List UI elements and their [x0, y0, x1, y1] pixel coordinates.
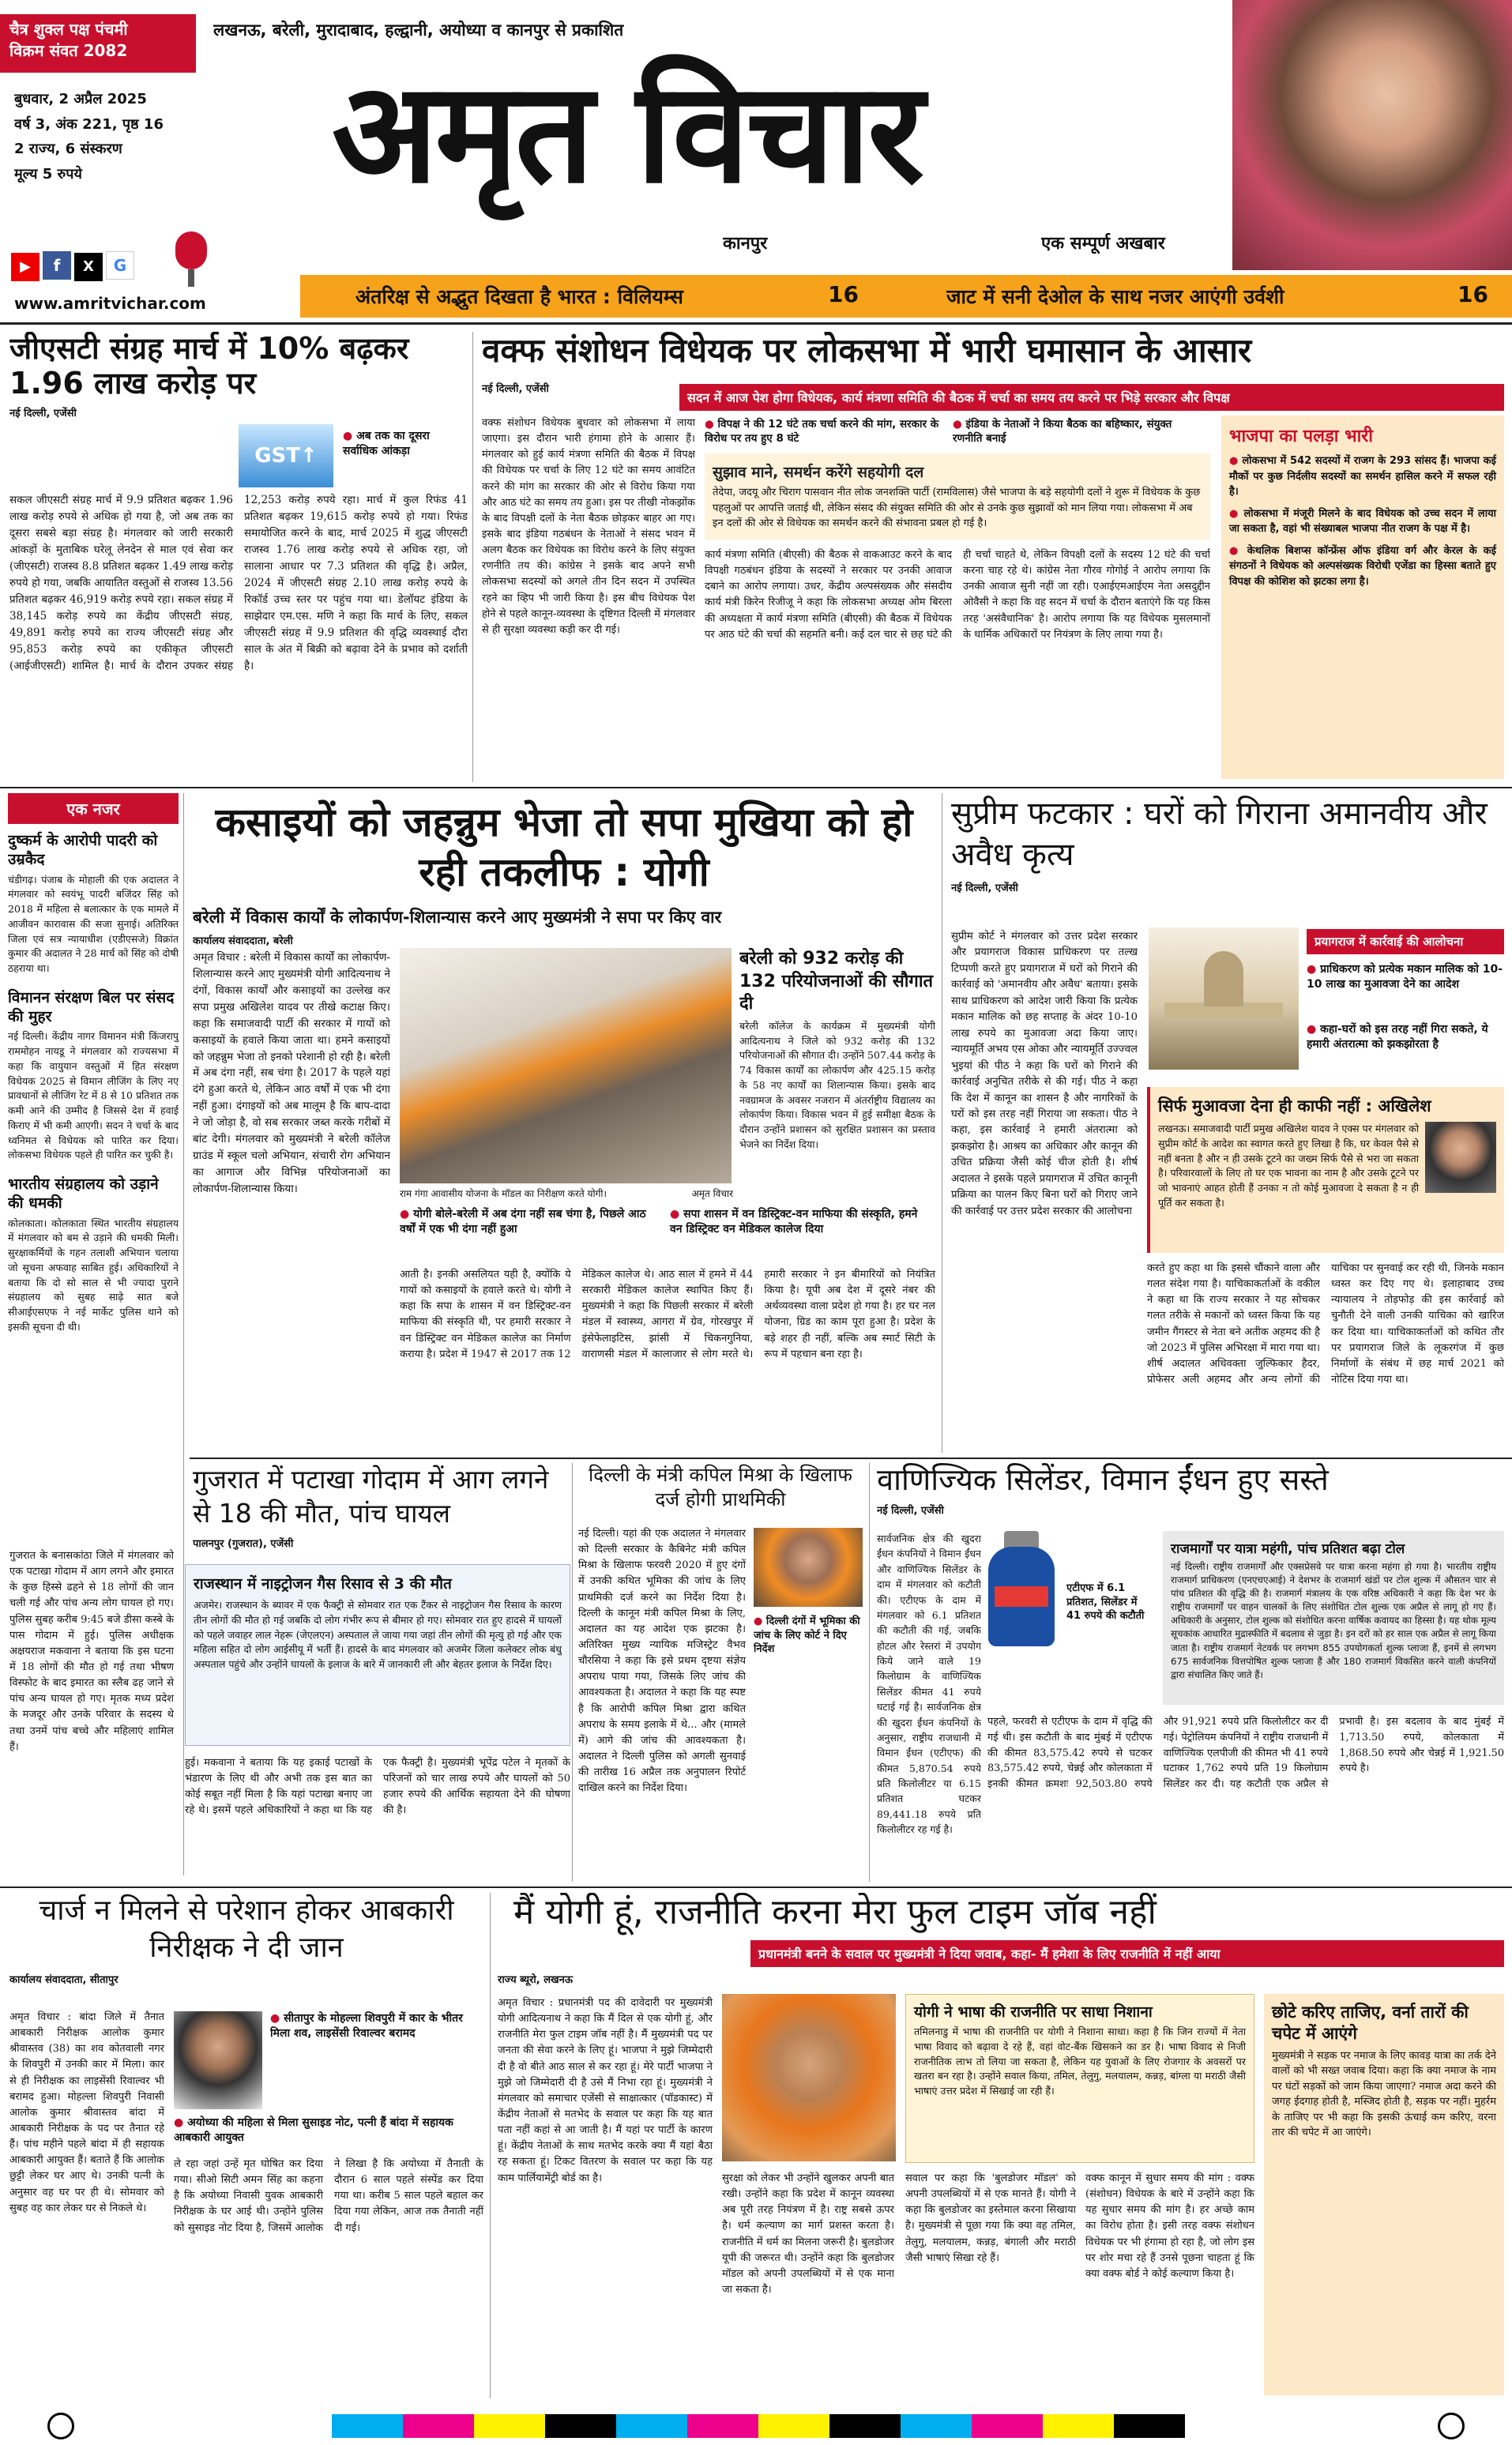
waqf-point-1: ● विपक्ष ने की 12 घंटे तक चर्चा करने की मांग, सरकार के विरोध पर तय हुए 8 घंटे	[705, 417, 942, 446]
sc-red-label: प्रयागराज में कार्रवाई की आलोचना	[1307, 929, 1504, 954]
rajasthan-title: राजस्थान में नाइट्रोजन गैस रिसाव से 3 की मौत	[194, 1575, 452, 1593]
panchang-line2: विक्रम संवत 2082	[9, 41, 128, 60]
editions-info: 2 राज्य, 6 संस्करण	[14, 141, 122, 157]
body-abkari: अमृत विचार : बांदा जिले में तैनात आबकारी निरीक्षक आलोक कुमार श्रीवास्तव (38) का शव कोतवाली नगर के शिवपुरी में उनकी कार में मिला। कार से ही निरीक्षक का लाइसेंसी रिवाल्वर भी बरामद हुआ। मोहल्ला शिवपुरी निवासी आलोक कुमार श्रीवास्तव बांदा में आबकारी निरीक्षक के पद पर तैनात रहे हैं। पांच महीने पहले बांदा में ही सहायक आबकारी आयुक्त हैं। बताते हैं कि आलोक छुट्टी लेकर घर आए थे। उनकी पत्नी के अनुसार वह घर पर ही थे। सोमवार को सुबह वह कार लेकर घर से निकले थे।	[9, 2011, 164, 2214]
body-yogi-col1: अमृत विचार : बरेली में विकास कार्यों का लोकार्पण-शिलान्यास करने आए मुख्यमंत्री योगी आदित्यनाथ ने दंगों, विकास कार्यों और कसाइयों का उल्लेख कर सपा प्रमुख अखिलेश यादव पर तीखे कटाक्ष किए। कहा कि समाजवादी पार्टी की सरकार में गायों को कसाइयों के हवाले किया जाता था। हमने कसाइयों को जहन्नुम भेजा तो इनको परेशानी हो रही है। बरेली में अब दंगा नहीं, सब चंगा है। 2017 के पहले यहां दंगे हुआ करते थे, लेकिन आठ वर्षों में एक भी दंगा नहीं हुआ। दंगाइयों को अब मालूम है कि बाप-दादा ने जो जोड़ा है, वो सब सरकार जब्त करके गरीबों में बांट देगी। मंगलवार को मुख्यमंत्री ने बरेली कॉलेज ग्राउंड में स्कूल चलो अभियान, संचारी रोग अभियान का आगाज और विभिन्न परियोजनाओं का लोकार्पण-शिलान्यास किया।	[193, 951, 390, 1195]
gujarat-points	[185, 1548, 627, 1549]
celebrity-photo	[1232, 0, 1512, 270]
rajasthan-gas-box	[185, 1564, 570, 1746]
stat-title: बरेली को 932 करोड़ की 132 परियोजनाओं की सौगात दी	[739, 949, 934, 1014]
subhead-yogi-interview: प्रधानमंत्री बनने के सवाल पर मुख्यमंत्री ने दिया जवाब, कहा- मैं हमेशा के लिए राजनीति में नहीं आया	[750, 1940, 1504, 1967]
social-icons[interactable]	[11, 251, 161, 283]
sc-callout-1: ● प्राधिकरण को प्रत्येक मकान मालिक को 10-10 लाख का मुआवजा देने का आदेश	[1307, 962, 1504, 992]
akhilesh-photo	[1425, 1122, 1496, 1193]
brief-body: चंडीगढ़। पंजाब के मोहाली की एक अदालत ने मंगलवार को स्वयंभू पादरी बजिंदर सिंह को 2018 में महिला से बलात्कार के एक मामले में आजीवन कारावास की सजा सुनाई। अतिरिक्त जिला एवं सत्र न्यायाधीश (एडीएसजे) विक्रांत कुमार की अदालत ने 28 मार्च को सिंह को दोषी ठहराया था।	[8, 873, 179, 974]
section-rule	[190, 1458, 1512, 1459]
tazia-body: मुख्यमंत्री ने सड़क पर नमाज के लिए कावड़ यात्रा का तर्क देने वालों को भी सख्त जवाब दिया। कहा कि क्या नमाज के नाम पर घंटों सड़कों को जाम किया जाएगा? नमाज अदा करने की जगह ईदगाह होती है, मस्जिद होती है, सड़क पर नहीं। मुहर्रम के ताजिए पर भी कहा कि इसकी ऊंचाई कम करिए, वरना तार की चपेट में आ जाएंगे।	[1272, 2049, 1496, 2139]
section-rule	[0, 787, 1512, 788]
divider	[572, 1463, 573, 1882]
teaser-1-page: 16	[828, 281, 859, 307]
byline-waqf: नई दिल्ली, एजेंसी	[482, 383, 549, 396]
body-supreme-court-2: करते हुए कहा था कि इससे चौंकाने वाला और गलत संदेश गया है। याचिकाकर्ताओं के वकील ने कहा था कि राज्य सरकार ने यह सोचकर गलत तरीके से मकानों को ध्वस्त किया कि यह जमीन गैंगस्टर से नेता बने अतीक अहमद की है जो 2023 में पुलिस अभिरक्षा में मारा गया था। शीर्ष अदालत अधिवक्ता जुल्फिकार हैदर, प्रोफेसर अली अहमद और अन्य लोगों की याचिका पर सुनवाई कर रही थी, जिनके मकान ध्वस्त कर दिए गए थे। इलाहाबाद उच्च न्यायालय ने तोड़फोड़ की इस कार्रवाई को चुनौती देने वाली उनकी याचिका को खारिज कर दिया था। याचिकाकर्ताओं को कथित तौर पर प्रयागराज जिले के लूकरगंज में कुछ निर्माणों के संबंध में छह मार्च 2021 को नोटिस दिया गया था।	[1147, 1262, 1504, 1386]
section-rule	[0, 1886, 1512, 1888]
yogi-interview-photo	[722, 1994, 896, 2161]
stat-box	[739, 948, 935, 1209]
kapil-caption: ● दिल्ली दंगों में भूमिका की जांच के लिए कोर्ट ने दिए निर्देश	[754, 1615, 863, 1657]
yogi-bareilly-photo	[400, 948, 732, 1183]
facebook-icon[interactable]: f	[43, 251, 71, 280]
story-kapil-mishra	[578, 1463, 863, 1882]
photo-caption: राम गंगा आवासीय योजना के मॉडल का निरीक्षण करते योगी।	[400, 1188, 607, 1199]
teaser-2[interactable]: जाट में सनी देओल के साथ नजर आएंगी उर्वशी	[946, 285, 1284, 308]
brief-body: नई दिल्ली। केंद्रीय नागर विमानन मंत्री किंजरापु राममोहन नायडू ने मंगलवार को राज्यसभा में कहा कि वायुयान वस्तुओं में हित संरक्षण विधेयक 2025 से विमान लीजिंग के लिए नए प्रावधानों से लीजिंग रेट में 8 से 10 प्रतिशत तक कमी आने की उम्मीद है जिससे देश में हवाई किराए में भी कमी आएगी। सदन ने चर्चा के बाद ध्वनिमत से विधेयक को पारित कर दिया। लोकसभा विधेयक पहले ही पारित कर चुकी है।	[8, 1030, 179, 1161]
subhead-waqf: सदन में आज पेश होगा विधेयक, कार्य मंत्रणा समिति की बैठक में चर्चा का समय तय करने पर भिड़े सरकार और विपक्ष	[679, 384, 1504, 411]
story-waqf	[482, 332, 1504, 782]
gujarat-point-1	[185, 1548, 390, 1549]
body-cylinder: सार्वजनिक क्षेत्र की खुदरा ईंधन कंपनियों ने विमान ईंधन और वाणिज्यिक सिलेंडर के दाम में मंगलवार को कटौती की। एटीएफ के दाम में मंगलवार को 6.1 प्रतिशत की कटौती की गई, जबकि होटल और रेस्तरां में उपयोग किये जाने वाले 19 किलोग्राम के वाणिज्यिक सिलेंडर कीमत 41 रुपये घटाई गई है। सार्वजनिक क्षेत्र की खुदरा ईंधन कंपनियों के अनुसार, राष्ट्रीय राजधानी में विमान ईंधन (एटीएफ) की कीमत 5,870.54 रुपये प्रति किलोलीटर या 6.15 प्रतिशत घटकर 89,441.18 रुपये प्रति किलोलीटर रह गई है।	[877, 1533, 981, 1836]
body-waqf-1: वक्फ संशोधन विधेयक बुधवार को लोकसभा में लाया जाएगा। इस दौरान भारी हंगामा होने के आसार हैं। मंगलवार को हुई कार्य मंत्रणा समिति की बैठक में विपक्ष की विधेयक पर चर्चा के लिए 12 घंटे का समय आवंटित करने की मांग का सरकार की ओर से विरोध किया गया और आठ घंटे का समय तय हुआ। इस पर तीखी नोकझोंक के बाद विपक्षी दलों के नेता बैठक छोड़कर बाहर आ गए। इसके बाद इंडिया गठबंधन के नेताओं ने संसद भवन में अलग बैठक कर विधेयक का विरोध करने के लिए संयुक्त रणनीति तय की। कांग्रेस ने इसके बाद अपने सभी लोकसभा सदस्यों को अगले तीन दिन सदन में उपस्थित रहने का व्हिप भी जारी किया है। इस बीच विधेयक पेश होने से पहले कानून-व्यवस्था के दृष्टिगत दिल्ली में मंगलवार से ही सुरक्षा व्यवस्था कड़ी कर दी गई।	[482, 417, 695, 636]
byline-gujarat: पालनपुर (गुजरात), एजेंसी	[193, 1537, 294, 1550]
kapil-photo	[754, 1528, 863, 1607]
yogi-quotes	[400, 1207, 935, 1259]
price: मूल्य 5 रुपये	[14, 165, 82, 182]
divider	[490, 1893, 491, 2398]
teaser-bar	[300, 275, 1512, 318]
waqf-sidebar-title: भाजपा का पलड़ा भारी	[1229, 427, 1373, 446]
body-gst: सकल जीएसटी संग्रह मार्च में 9.9 प्रतिशत बढ़कर 1.96 लाख करोड़ रुपये से अधिक हो गया है, जो अब तक का दूसरा सबसे बड़ा संग्रह है। मंगलवार को जारी सरकारी आंकड़ों के मुताबिक घरेलू लेनदेन से माल एवं सेवा कर (जीएसटी) राजस्व 8.8 प्रतिशत बढ़कर 1.49 लाख करोड़ रुपये हो गया, जबकि आयातित वस्तुओं से राजस्व 13.56 प्रतिशत बढ़कर 46,919 करोड़ रुपये रहा। सकल संग्रह में 38,145 करोड़ रुपये का केंद्रीय जीएसटी संग्रह, 49,891 करोड़ रुपये का राज्य जीएसटी संग्रह और 95,853 करोड़ रुपये का एकीकृत जीएसटी (आईजीएसटी) शामिल है। मार्च के दौरान उपकर संग्रह 12,253 करोड़ रुपये रहा। मार्च में कुल रिफंड 41 प्रतिशत बढ़कर 19,615 करोड़ रुपये हो गया। रिफंड समायोजित करने के बाद, मार्च 2025 में शुद्ध जीएसटी राजस्व 1.76 लाख करोड़ रुपये से अधिक रहा, जो सालाना आधार पर 7.3 प्रतिशत की वृद्धि है। अप्रैल, 2024 में जीएसटी संग्रह 2.10 लाख करोड़ रुपये के रिकॉर्ड उच्च स्तर पर पहुंच गया था। डेलॉयट इंडिया के साझेदार एम.एस. मणि ने कहा कि मार्च के लिए, सकल जीएसटी संग्रह में 9.9 प्रतिशत की वृद्धि व्यवस्थाई दौरा साल के अंत में बिक्री को बढ़ावा देने के प्रभाव को दर्शाती है।	[9, 494, 468, 672]
byline-yogi-interview: राज्य ब्यूरो, लखनऊ	[498, 1974, 574, 1986]
brief-title[interactable]: दुष्कर्म के आरोपी पादरी को उम्रकैद	[8, 832, 158, 868]
waqf-col1	[482, 416, 695, 779]
brief-title[interactable]: विमानन संरक्षण बिल पर संसद की मुहर	[8, 988, 175, 1025]
issue-info: वर्ष 3, अंक 221, पृष्ठ 16	[14, 115, 164, 133]
headline-kapil[interactable]: दिल्ली के मंत्री कपिल मिश्रा के खिलाफ दर्ज होगी प्राथमिकी	[589, 1464, 852, 1511]
toll-body: नई दिल्ली। राष्ट्रीय राजमार्गों और एक्सप्रेसवे पर यात्रा करना महंगा हो गया है। भारतीय राष्ट्रीय राजमार्ग प्राधिकरण (एनएचएआई) ने देशभर के राजमार्ग खंडों पर टोल शुल्क में औसतन चार से पांच प्रतिशत की वृद्धि की है। राजमार्ग मंत्रालय के एक वरिष्ठ अधिकारी ने कहा कि देश भर के राष्ट्रीय राजमार्गों पर वाहन चालकों के लिए संशोधित टोल शुल्क एक अप्रैल से लागू हो गए हैं। अधिकारी के अनुसार, टोल शुल्क को संशोधित करना वार्षिक कवायद का हिस्सा है। यह थोक मूल्य सूचकांक आधारित मुद्रास्फीति में बदलाव से जुड़ा है। इन दरों को हर साल एक अप्रैल से लागू किया जाता है। राष्ट्रीय राजमार्ग नेटवर्क पर लगभग 855 उपयोगकर्ता शुल्क प्लाजा हैं, इनमें से लगभग 675 सार्वजनिक वित्तपोषित शुल्क प्लाजा हैं और 180 राजमार्ग विकसित करने वाली कंपनियों द्वारा संचालित किए जाते हैं।	[1171, 1561, 1496, 1680]
google-icon[interactable]: G	[106, 251, 134, 280]
byline-supreme-court: नई दिल्ली, एजेंसी	[951, 882, 1018, 894]
body-yogi-interview-4: वक्फ कानून में सुधार समय की मांग : वक्फ (संशोधन) विधेयक के बारे में उन्होंने कहा कि यह सुधार समय की मांग है। हर अच्छे काम का विरोध होता है। इसी तरह वक्फ संशोधन विधेयक पर भी हंगामा हो रहा है, जो लोग इस पर शोर मचा रहे हैं उनसे पूछना चाहता हूं कि क्या वक्फ बोर्ड ने कोई कल्याण किया है।	[1085, 2172, 1254, 2280]
body-abkari-2: ले रहा जहां उन्हें मृत घोषित कर दिया गया। सीओ सिटी अमन सिंह का कहना है कि अयोध्या निवासी युवक आबकारी निरीक्षक के घर आई थी। उन्होंने पुलिस को सुसाइड नोट दिया है, जिसमें आलोक ने लिखा है कि अयोध्या में तैनाती के दौरान 6 साल पहले संस्पेंड कर दिया गया था। करीब 5 साल पहले बहाल कर दिया गया लेकिन, आज तक तैनाती नहीं दी गई।	[174, 2158, 483, 2234]
teaser-2-page: 16	[1457, 281, 1488, 307]
edition-info	[14, 87, 188, 186]
x-icon[interactable]: X	[74, 253, 103, 281]
body-gujarat-2: हुई। मकवाना ने बताया कि यह इकाई पटाखों के भंडारण के लिए थी और अभी तक इस बात का कोई सबूत नहीं मिला है कि यहां पटाखा बनाए जा रहे थे। इसमें पहले अधिकारियों ने कहा था कि यह एक फैक्ट्री है। मुख्यमंत्री भूपेंद्र पटेल ने मृतकों के परिजनों को चार लाख रुपये और घायलों को 50 हजार रुपये की आर्थिक सहायता देने की घोषणा की है।	[185, 1757, 570, 1817]
body-gujarat: गुजरात के बनासकांठा जिले में मंगलवार को एक पटाखा गोदाम में आग लगने और इमारत के कुछ हिस्से ढहने से 18 लोगों की जान चली गई और पांच अन्य लोग घायल हो गए। पुलिस सुबह करीब 9:45 बजे डीसा कस्बे के पास गोदाम में हुई। पुलिस अधीक्षक अक्षयराज मकवाना ने बताया कि इस घटना में 18 लोगों की मौत हो गई तथा भीषण विस्फोट के बाद इमारत का स्लैब ढह जाने से पांच अन्य घायल हो गए। मृतक मध्य प्रदेश के मजदूर और उनके परिवार के सदस्य थे तथा उनमें पांच बच्चे और महिलाएं शामिल हैं।	[9, 1550, 174, 1753]
cylinder-graphic	[984, 1531, 1059, 1649]
waqf-side-item: ● केथलिक बिशप्स कॉन्फ्रेंस ऑफ इंडिया वर्ग और केरल के कई संगठनों ने विधेयक को अल्पसंख्यक विरोधी एजेंडा का हिस्सा बताते हुए विपक्ष की कोशिश को झटका लगा है।	[1229, 544, 1496, 590]
abkari-callout-1: ● सीतापुर के मोहल्ला शिवपुरी में कार के भीतर मिला शव, लाइसेंसी रिवाल्वर बरामद	[270, 2011, 483, 2041]
brief-body: कोलकाता। कोलकाता स्थित भारतीय संग्रहालय में मंगलवार को बम से उड़ाने की धमकी मिली। सुरक्षाकर्मियों के गहन तलाशी अभियान चलाया जो सूचना अफवाह साबित हुई। अधिकारियों ने बताया कि दो सो साल से भी ज्यादा पुराने संग्रहालय को सुबह साढ़े सात बजे सीआईएसएफ ने नई मार्केट पुलिस थाने को इसकी सूचना दी थी।	[8, 1217, 179, 1333]
language-title: योगी ने भाषा की राजनीति पर साधा निशाना	[914, 2003, 1153, 2021]
teaser-1[interactable]: अंतरिक्ष से अद्भुत दिखता है भारत : विलियम्स	[355, 285, 683, 308]
story-yogi-bareilly	[193, 793, 935, 1453]
headline-yogi-interview[interactable]: मैं योगी हूं, राजनीति करना मेरा फुल टाइम जॉब नहीं	[513, 1893, 1157, 1932]
story-yogi-interview	[498, 1893, 1504, 2398]
body-waqf-2: कार्य मंत्रणा समिति (बीएसी) की बैठक से वाकआउट करने के बाद विपक्षी गठबंधन इंडिया के सदस्यों ने सरकार पर उनकी आवाज दबाने का आरोप लगाया। उधर, केंद्रीय अल्पसंख्यक और संसदीय कार्य मंत्री किरेन रिजीजू ने कहा कि लोकसभा अध्यक्ष ओम बिरला की अध्यक्षता में कार्य मंत्रणा समिति (बीएसी) की बैठक में विधेयक पर आठ घंटे की चर्चा की सहमति बनी। कई दल चार से छह घंटे की ही चर्चा चाहते थे, लेकिन विपक्षी दलों के सदस्य 12 घंटे की चर्चा करना चाह रहे थे। कांग्रेस नेता गौरव गोगोई ने आरोप लगाया कि उनकी आवाज सुनी नहीं जा रही। एआईएमआईएम नेता असदुद्दीन ओवैसी ने कहा कि वह सदन में चर्चा के दौरान बताएंगे कि यह किस तरह 'असंवैधानिक' है। आरोप लगाया कि यह विधेयक मुसलमानों के धार्मिक अधिकारों पर नियंत्रण के लिए लाया गया है।	[705, 548, 1210, 641]
byline-cylinder: नई दिल्ली, एजेंसी	[877, 1504, 944, 1517]
yogi-quote-1: ● योगी बोले-बरेली में अब दंगा नहीं सब चंगा है, पिछले आठ वर्षों में एक भी दंगा नहीं हुआ	[400, 1207, 660, 1259]
body-supreme-court: सुप्रीम कोर्ट ने मंगलवार को उत्तर प्रदेश सरकार और प्रयागराज विकास प्राधिकरण पर तल्ख टिप्पणी करते हुए प्रयागराज में घरों को गिराने की कार्रवाई को 'अमानवीय और अवैध' बताया। इसके साथ प्राधिकरण को आदेश जारी किया कि प्रत्येक मकान मालिक को छह सप्ताह के अंदर 10-10 लाख रुपये का मुआवजा अदा किया जाए। न्यायमूर्ति अभय एस ओका और न्यायमूर्ति उज्ज्वल भुइयां की पीठ ने कहा कि घरों को गिराने की कार्रवाई अनुचित तरीके से की गई। पीठ ने कहा कि देश में कानून का शासन है और नागरिकों के घरों को इस तरह नहीं गिराया जा सकता। पीठ ने कहा, इस कार्रवाई ने हमारी अंतरात्मा को झकझोरा है। आश्रय का अधिकार और कानून की उचित प्रक्रिया जैसी कोई चीज होती है। शीर्ष अदालत ने इसके पहले प्रयागराज में उचित कानूनी प्रक्रिया का पालन किए बिना घरों को गिराए जाने की कार्रवाई पर उत्तर प्रदेश सरकार की आलोचना	[951, 931, 1138, 1217]
abkari-callout-2: ● अयोध्या की महिला से मिला सुसाइड नोट, पत्नी हैं बांदा में सहायक आबकारी आयुक्त	[174, 2116, 483, 2146]
akhilesh-title: सिर्फ मुआवजा देना ही काफी नहीं : अखिलेश	[1158, 1096, 1431, 1115]
story-cylinder	[877, 1463, 1504, 1882]
waqf-center	[705, 417, 1210, 781]
gujarat-point-2	[401, 1548, 607, 1549]
cylinder-caption: एटीएफ में 6.1 प्रतिशत, सिलेंडर में 41 रुपये की कटौती	[1066, 1582, 1145, 1623]
allies-title: सुझाव माने, समर्थन करेंगे सहयोगी दल	[713, 464, 924, 482]
headline-yogi-bareilly[interactable]: कसाइयों को जहन्नुम भेजा तो सपा मुखिया को हो रही तकलीफ : योगी	[215, 799, 913, 895]
yogi-quote-2: ● सपा शासन में वन डिस्ट्रिक्ट-वन माफिया की संस्कृति, हमने वन डिस्ट्रिक्ट वन मेडिकल कालेज दिया	[670, 1207, 931, 1259]
color-registration-bar	[0, 2408, 1512, 2445]
headline-supreme-court[interactable]: सुप्रीम फटकार : घरों को गिराना अमानवीय और अवैध कृत्य	[951, 796, 1488, 873]
body-kapil: नई दिल्ली। यहां की एक अदालत ने मंगलवार को दिल्ली सरकार के कैबिनेट मंत्री कपिल मिश्रा के खिलाफ फरवरी 2020 में हुए दंगों में उनकी कथित भूमिका की जांच के लिए प्राथमिकी दर्ज करने का निर्देश दिया है। दिल्ली के कानून मंत्री कपिल मिश्रा के लिए, अदालत का यह आदेश एक झटका है। अतिरिक्त मुख्य न्यायिक मजिस्ट्रेट वैभव चौरसिया ने कहा कि इसे प्रथम दृष्टया संज्ञेय अपराध पाया गया, जिसके लिए जांच की आवश्यकता है। अदालत ने कहा कि यह स्पष्ट है कि आरोपी कपिल मिश्रा द्वारा कथित अपराध के समय इलाके में थे... और (मामले में) आगे की जांच की आवश्यकता है। अदालत ने दिल्ली पुलिस को अगली सुनवाई की तारीख 16 अप्रैल तक अनुपालन रिपोर्ट दाखिल करने का निर्देश दिया।	[578, 1528, 746, 1795]
waqf-allies-box	[705, 453, 1210, 540]
ek-nazar-label: एक नजर	[8, 793, 179, 824]
subhead-yogi-bareilly: बरेली में विकास कार्यों के लोकार्पण-शिलान्यास करने आए मुख्यमंत्री ने सपा पर किए वार	[193, 908, 722, 927]
body-yogi-col2: आती है। इनकी असलियत यही है, क्योंकि ये गायों को कसाइयों के हवाले करते थे। योगी ने कहा कि सपा के शासन में वन डिस्ट्रिक्ट-वन माफिया की संस्कृति थी, पर हमारी सरकार ने वन डिस्ट्रिक्ट वन मेडिकल कालेज का निर्माण कराया है। प्रदेश में 1947 से 2017 तक 12 मेडिकल कालेज थे। आठ साल में हमने में 44 सरकारी मेडिकल कालेज स्थापित किए हैं। मुख्यमंत्री ने कहा कि पिछली सरकार में बरेली मंडल में स्वास्थ्य, आगरा में ग्रेव, गोरखपुर में इंसेफेलाइटिस, झांसी में चिकनगुनिया, वाराणसी मंडल में कालाजार से लोग मरते थे। हमारी सरकार ने इन बीमारियों को नियंत्रित किया है। यूपी अब देश में दूसरे नंबर की अर्थव्यवस्था वाला प्रदेश हो गया है। हर घर नल योजना, ग्रिड का काम पूरा हुआ है। प्रदेश के बड़े शहर ही नहीं, बल्कि अब स्मार्ट सिटी के रूप में पहचान बना रहा है।	[400, 1269, 935, 1360]
panchang-line1: चैत्र शुक्ल पक्ष पंचमी	[9, 20, 128, 39]
masthead	[0, 0, 1512, 320]
story-abkari	[9, 1893, 483, 2398]
newspaper-title: अमृत विचार	[332, 52, 922, 214]
allies-body: तेदेपा, जदयू और चिराग पासवान नीत लोक जनशक्ति पार्टी (रामविलास) जैसे भाजपा के बड़े सहयोगी दलों ने शुरू में विधेयक के कुछ पहलुओं पर आपत्ति जताई थी, लेकिन संसद की संयुक्त समिति की ओर से उनके कुछ सुझावों को मान लिया गया। लोकसभा में अब इन दलों की ओर से विधेयक का समर्थन करने की संभावना प्रबल हो गई है।	[713, 487, 1201, 530]
supreme-court-photo	[1149, 927, 1299, 1070]
byline-gst: नई दिल्ली, एजेंसी	[9, 408, 77, 420]
rajasthan-body: अजमेर। राजस्थान के ब्यावर में एक फैक्ट्री से सोमवार रात एक टैंकर से नाइट्रोजन गैस रिसाव के कारण तीन लोगों की मौत हो गई जबकि दो लोग गंभीर रूप से बीमार हो गए। सोमवार रात हुए हादसे में घायलों को पहले जवाहर लाल नेहरू (जेएलएन) अस्पताल ले जाया गया जहां तीन लोगों की मृत्यु हो गई और एक महिला सहित दो लोग आईसीयू में भर्ती हैं। हादसे के बाद मंगलवार को अजमेर जिला कलेक्टर लोक बंधु अस्पताल पहुंचे और उन्होंने घायलों के इलाज के बारे में जानकारी ली और बेहतर इलाज के निर्देश दिए।	[194, 1599, 562, 1670]
headline-gst[interactable]: जीएसटी संग्रह मार्च में 10% बढ़कर 1.96 लाख करोड़ पर	[9, 332, 409, 401]
tazia-sidebar	[1264, 1994, 1504, 2395]
akhilesh-body: लखनऊ। समाजवादी पार्टी प्रमुख अखिलेश यादव ने एक्स पर मंगलवार को सुप्रीम कोर्ट के आदेश का स्वागत करते हुए लिखा है कि, घर केवल पैसे से नहीं बनता है और न ही उसके टूटने का जख्म सिर्फ पैसे से भरा जा सकता है। परिवारवालों के लिए तो घर एक भावना का नाम है और उसके टूटने पर जो भावनाएं आहत होती हैं उनका न तो कोई मुआवजा दे सकता है न ही पूर्ति कर सकता है।	[1158, 1123, 1419, 1209]
waqf-side-item: ● लोकसभा में 542 सदस्यों में राजग के 293 सांसद हैं। भाजपा कई मौकों पर कुछ निर्दलीय सदस्यों का समर्थन हासिल करने में सफल रही है।	[1229, 453, 1496, 500]
body-yogi-interview-3: सवाल पर कहा कि 'बुलडोजर मॉडल' को अपनी उपलब्धियों में से एक मानते हैं। योगी ने कहा कि बुलडोजर का इस्तेमाल करना सिखाया है। मुख्यमंत्री से पूछा गया कि क्या वह तमिल, तेलुगु, मलयालम, कन्नड़, बंगाली और मराठी जैसी भाषाएं सिखा रहे हैं।	[905, 2172, 1076, 2264]
headline-cylinder[interactable]: वाणिज्यिक सिलेंडर, विमान ईंधन हुए सस्ते	[877, 1463, 1329, 1497]
abkari-photo	[174, 2011, 262, 2109]
divider	[869, 1463, 870, 1882]
body-yogi-interview: अमृत विचार : प्रधानमंत्री पद की दावेदारी पर मुख्यमंत्री योगी आदित्यनाथ ने कहा कि मैं दिल से एक योगी हूं, और राजनीति मेरा फुल टाइम जॉब नहीं है। मैं मुख्यमंत्री पद पर जनता की सेवा करने के लिए हूं। भाजपा ने मुझे जिम्मेदारी दी है वो बीते आठ साल से कर रहा हूं। मेरे पार्टी भाजपा ने मुझे जो जिम्मेदारी दी है उसे मैं निभा रहा हूं। मुख्यमंत्री ने मंगलवार को समाचार एजेंसी से साक्षात्कार (पॉडकास्ट) में केंद्रीय नेताओं से मतभेद के सवाल पर कहा कि यह बात पता नहीं कहां से आ जाती है। मैं यहां पर पार्टी के कारण हूं। केंद्रीय नेताओं के साथ मतभेद करके क्या मैं यहां बैठा रह सकता हूं। टिकट वितरण के सवाल पर कहा कि यह काम पार्लियामेंट्री बोर्ड का है।	[498, 1997, 713, 2184]
toll-title: राजमार्गों पर यात्रा महंगी, पांच प्रतिशत बढ़ा टोल	[1171, 1541, 1405, 1557]
sc-callout-2: ● कहा-घरों को इस तरह नहीं गिरा सकते, ये हमारी अंतरात्मा को झकझोरता है	[1307, 1022, 1504, 1052]
byline-abkari: कार्यालय संवाददाता, सीतापुर	[9, 1973, 118, 1986]
waqf-point-2: ● इंडिया के नेताओं ने किया बैठक का बहिष्कार, संयुक्त रणनीति बनाई	[953, 417, 1190, 446]
akhilesh-box	[1147, 1087, 1504, 1253]
date: बुधवार, 2 अप्रैल 2025	[14, 91, 147, 107]
language-body: तमिलनाडु में भाषा की राजनीति पर योगी ने निशाना साधा। कहा है कि जिन राज्यों में नेता भाषा विवाद को बढ़ावा दे रहे हैं, वहां वोट-बैंक खिसकने का डर है। भाषा विवाद से निजी राजनीतिक लाभ तो लिया जा सकता है, लेकिन यह युवाओं के लिए रोजगार के अवसरों पर खतरा बन रहा है। उन्होंने सवाल किया, तमिल, तेलुगु, मलयालम, कन्नड़, बांग्ला या मराठी जैसी भाषाएं उत्तर प्रदेश में सिखाई जा रही हैं।	[914, 2026, 1246, 2097]
website[interactable]: www.amritvichar.com	[14, 294, 206, 313]
youtube-icon[interactable]: ▶	[11, 253, 39, 281]
stat-body: बरेली कॉलेज के कार्यक्रम में मुख्यमंत्री योगी आदित्यनाथ ने जिले को 932 करोड़ की 132 परियोजनाओं की सौगात दी। उन्होंने 507.44 करोड़ के 74 विकास कार्यों का लोकार्पण और 425.15 करोड़ के 58 नए कार्यों का शिलान्यास किया। इसके बाद नवग्रामज के अवसर नजरान में अंतर्राष्ट्रीय विद्यालय का लोकार्पण किया। विकास भवन में हुई समीक्षा बैठक के दौरान उन्होंने प्रशासन को सुरक्षित प्रशासन का प्रस्ताव भेजने का निर्देश दिया।	[739, 1019, 935, 1150]
photo-credit: अमृत विचार	[691, 1188, 733, 1199]
story-supreme-court	[951, 793, 1504, 1453]
waqf-sidebar	[1221, 416, 1504, 779]
story-gst	[9, 332, 468, 782]
gst-graphic: GST↑	[239, 424, 333, 487]
microphone-icon	[163, 225, 218, 288]
byline-yogi: कार्यालय संवाददाता, बरेली	[193, 935, 293, 947]
brief-title[interactable]: भारतीय संग्रहालय को उड़ाने की धमकी	[8, 1175, 159, 1212]
masthead-rule	[0, 322, 1512, 325]
tagline: एक सम्पूर्ण अखबार	[1041, 234, 1165, 254]
language-box	[905, 1994, 1254, 2163]
body-cylinder-2: पहले, फरवरी से एटीएफ के दाम में वृद्धि की गई थी। इस कटौती के बाद मुंबई में एटीएफ की कीमत 83,575.42 रुपये से घटकर 83,575.42 रुपये, चेन्नई और कोलकाता में इनकी कीमत क्रमशः 92,503.80 रुपये और 91,921 रुपये प्रति किलोलीटर कर दी गई। पेट्रोलियम कंपनियों ने राष्ट्रीय राजधानी में वाणिज्यिक एलपीजी की कीमत भी 41 रुपये घटाकर 1,762 रुपये प्रति 19 किलोग्राम सिलेंडर कर दी। यह कटौती एक अप्रैल से प्रभावी है। इस बदलाव के बाद मुंबई में 1,713.50 रुपये, कोलकाता में 1,868.50 रुपये और चेन्नई में 1,921.50 रुपये है।	[987, 1716, 1504, 1791]
gst-callout: ● अब तक का दूसरा सर्वाधिक आंकड़ा	[343, 424, 461, 487]
toll-box	[1163, 1531, 1504, 1705]
tazia-title: छोटे करिए ताजिए, वर्ना तारों की चपेट में आएंगे	[1272, 2003, 1469, 2044]
headline-gujarat[interactable]: गुजरात में पटाखा गोदाम में आग लगने से 18 की मौत, पांच घायल	[193, 1464, 549, 1529]
cities-line: लखनऊ, बरेली, मुरादाबाद, हल्द्वानी, अयोध्या व कानपुर से प्रकाशित	[213, 21, 624, 39]
body-yogi-interview-2: सुरक्षा को लेकर भी उन्होंने खुलकर अपनी बात रखी। उन्होंने कहा कि प्रदेश में कानून व्यवस्था अब पूरी तरह नियंत्रण में है। राष्ट्र सबसे ऊपर है। धर्म कल्याण का मार्ग प्रशस्त करता है। राजनीति में धर्म का मिलना जरूरी है। बुलडोजर यूपी की जरूरत थी। उन्होंने कहा कि बुलडोजर मॉडल को अपनी उपलब्धियों में से एक माना जा सकता है।	[722, 2172, 894, 2296]
panchang-box	[0, 14, 196, 73]
edition-city: कानपुर	[723, 234, 768, 254]
waqf-side-item: ● लोकसभा में मंजूरी मिलने के बाद विधेयक को उच्च सदन में लाया जा सकता है, वहां भी संख्याबल भाजपा नीत राजग के पक्ष में है।	[1229, 506, 1496, 537]
headline-abkari[interactable]: चार्ज न मिलने से परेशान होकर आबकारी निरीक्षक ने दी जान	[39, 1894, 454, 1964]
headline-waqf[interactable]: वक्फ संशोधन विधेयक पर लोकसभा में भारी घमासान के आसार	[482, 332, 1252, 370]
divider	[472, 332, 473, 782]
